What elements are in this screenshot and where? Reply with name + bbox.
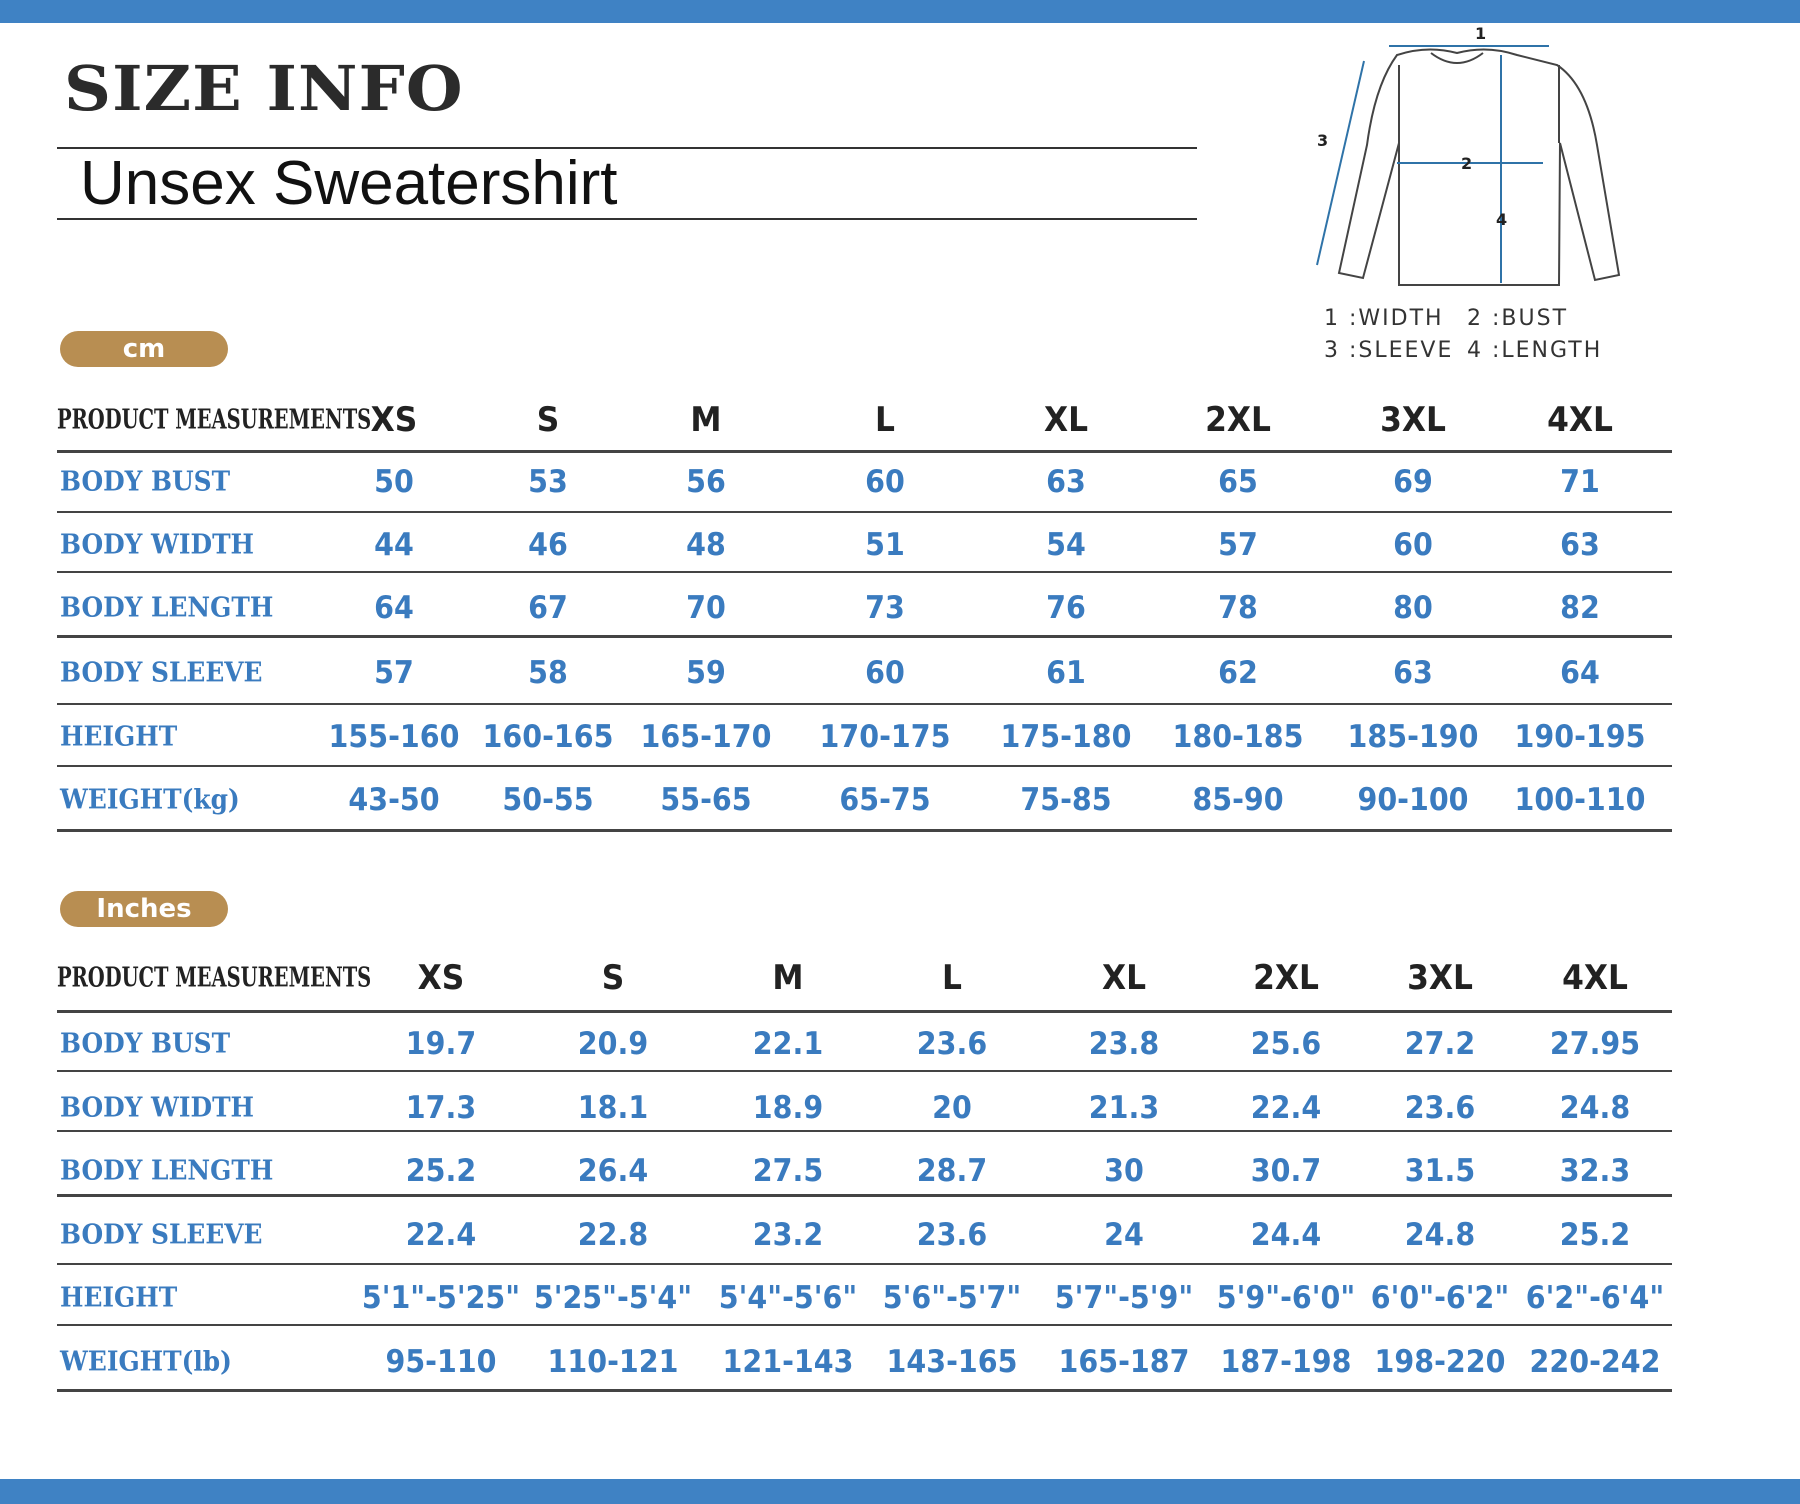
- table-cell: 27.2: [1404, 1026, 1476, 1062]
- table-cell: 95-110: [385, 1344, 497, 1380]
- table-cell: 63: [1560, 527, 1600, 563]
- table-cell: 22.1: [752, 1026, 824, 1062]
- table-cell: 30.7: [1250, 1153, 1322, 1189]
- table-cell: 20.9: [577, 1026, 649, 1062]
- divider: [57, 218, 1197, 220]
- table-cell: 50: [374, 464, 414, 500]
- table-cell: 46: [528, 527, 568, 563]
- table-cell: 58: [528, 655, 568, 691]
- table-cell: 69: [1393, 464, 1433, 500]
- table-cell: 90-100: [1357, 782, 1469, 818]
- table-cell: 65-75: [839, 782, 931, 818]
- row-divider: [57, 1194, 1672, 1197]
- table-cell: 24.8: [1404, 1217, 1476, 1253]
- table-cell: 175-180: [1000, 719, 1132, 755]
- size-header: L: [875, 400, 895, 440]
- table-cell: 50-55: [502, 782, 594, 818]
- table-cell: 25.2: [1559, 1217, 1631, 1253]
- table-cell: 24.8: [1559, 1090, 1631, 1126]
- table-cell: 160-165: [482, 719, 614, 755]
- table-cell: 6'0"-6'2": [1370, 1280, 1510, 1316]
- table-cell: 85-90: [1192, 782, 1284, 818]
- table-cell: 18.1: [577, 1090, 649, 1126]
- table-cell: 143-165: [886, 1344, 1018, 1380]
- size-header: 2XL: [1253, 958, 1319, 998]
- table-cell: 73: [865, 590, 905, 626]
- size-header: S: [601, 958, 625, 998]
- page-title: SIZE INFO: [64, 52, 464, 125]
- table-cell: 76: [1046, 590, 1086, 626]
- size-header: M: [772, 958, 804, 998]
- table-cell: 165-170: [640, 719, 772, 755]
- table-cell: 51: [865, 527, 905, 563]
- table-cell: 67: [528, 590, 568, 626]
- marker-1: 1: [1475, 25, 1487, 43]
- table-cell: 57: [374, 655, 414, 691]
- row-divider: [57, 1263, 1672, 1265]
- table-cell: 187-198: [1220, 1344, 1352, 1380]
- row-divider: [57, 635, 1672, 638]
- table-cell: 190-195: [1514, 719, 1646, 755]
- table-cell: 27.5: [752, 1153, 824, 1189]
- table-cell: 165-187: [1058, 1344, 1190, 1380]
- table-cell: 43-50: [348, 782, 440, 818]
- table-cell: 57: [1218, 527, 1258, 563]
- legend-width: 1 :WIDTH: [1324, 306, 1444, 331]
- shirt-outline: [1339, 49, 1619, 285]
- table-cell: 70: [686, 590, 726, 626]
- table-cell: 23.2: [752, 1217, 824, 1253]
- size-header: L: [942, 958, 962, 998]
- table-cell: 60: [865, 655, 905, 691]
- table-cell: 53: [528, 464, 568, 500]
- top-banner: [0, 0, 1800, 23]
- table-cell: 71: [1560, 464, 1600, 500]
- size-header: XL: [1043, 400, 1089, 440]
- product-name: Unsex Sweatershirt: [80, 149, 618, 218]
- table-cell: 59: [686, 655, 726, 691]
- row-label: HEIGHT: [60, 1282, 178, 1314]
- table-cell: 25.6: [1250, 1026, 1322, 1062]
- table-cell: 48: [686, 527, 726, 563]
- row-label: BODY WIDTH: [60, 1092, 255, 1124]
- table-cell: 18.9: [752, 1090, 824, 1126]
- table-cell: 63: [1046, 464, 1086, 500]
- table-cell: 19.7: [405, 1026, 477, 1062]
- legend-bust: 2 :BUST: [1467, 306, 1569, 331]
- row-label: BODY LENGTH: [60, 592, 274, 624]
- row-divider: [57, 1130, 1672, 1132]
- size-header: 3XL: [1407, 958, 1473, 998]
- table-cell: 23.8: [1088, 1026, 1160, 1062]
- size-header: S: [536, 400, 560, 440]
- table-cell: 44: [374, 527, 414, 563]
- row-divider: [57, 1324, 1672, 1326]
- table-cell: 100-110: [1514, 782, 1646, 818]
- table-cell: 23.6: [916, 1026, 988, 1062]
- size-header: 3XL: [1380, 400, 1446, 440]
- header-label: PRODUCT MEASUREMENTS: [57, 962, 372, 994]
- sleeve-arrow: [1317, 61, 1364, 265]
- table-cell: 82: [1560, 590, 1600, 626]
- table-cell: 21.3: [1088, 1090, 1160, 1126]
- table-cell: 170-175: [819, 719, 951, 755]
- table-cell: 61: [1046, 655, 1086, 691]
- row-divider: [57, 1010, 1672, 1013]
- row-label: HEIGHT: [60, 721, 178, 753]
- row-divider: [57, 511, 1672, 513]
- legend-sleeve: 3 :SLEEVE: [1324, 338, 1454, 363]
- row-label: WEIGHT(kg): [60, 784, 240, 816]
- table-cell: 62: [1218, 655, 1258, 691]
- table-cell: 5'25"-5'4": [533, 1280, 693, 1316]
- row-divider: [57, 450, 1672, 453]
- row-divider: [57, 703, 1672, 705]
- header-label: PRODUCT MEASUREMENTS: [57, 404, 372, 436]
- table-cell: 24.4: [1250, 1217, 1322, 1253]
- bottom-banner: [0, 1479, 1800, 1504]
- table-cell: 5'4"-5'6": [718, 1280, 858, 1316]
- table-cell: 80: [1393, 590, 1433, 626]
- size-header: 4XL: [1547, 400, 1613, 440]
- table-cell: 6'2"-6'4": [1525, 1280, 1665, 1316]
- sweatshirt-diagram: [1297, 25, 1627, 295]
- table-cell: 25.2: [405, 1153, 477, 1189]
- table-cell: 65: [1218, 464, 1258, 500]
- size-header: 4XL: [1562, 958, 1628, 998]
- size-header: XS: [370, 400, 418, 440]
- table-cell: 23.6: [916, 1217, 988, 1253]
- table-cell: 22.8: [577, 1217, 649, 1253]
- table-cell: 55-65: [660, 782, 752, 818]
- table-cell: 54: [1046, 527, 1086, 563]
- row-label: BODY SLEEVE: [60, 657, 263, 689]
- size-header: XL: [1101, 958, 1147, 998]
- table-cell: 110-121: [547, 1344, 679, 1380]
- table-cell: 28.7: [916, 1153, 988, 1189]
- row-divider: [57, 1389, 1672, 1392]
- table-cell: 27.95: [1549, 1026, 1641, 1062]
- marker-3: 3: [1317, 131, 1329, 150]
- row-divider: [57, 829, 1672, 832]
- table-cell: 198-220: [1374, 1344, 1506, 1380]
- table-cell: 180-185: [1172, 719, 1304, 755]
- size-header: 2XL: [1205, 400, 1271, 440]
- row-label: BODY WIDTH: [60, 529, 255, 561]
- table-cell: 155-160: [328, 719, 460, 755]
- marker-2: 2: [1461, 154, 1473, 173]
- table-cell: 185-190: [1347, 719, 1479, 755]
- row-divider: [57, 1070, 1672, 1072]
- table-cell: 63: [1393, 655, 1433, 691]
- table-cell: 220-242: [1529, 1344, 1661, 1380]
- size-header: XS: [417, 958, 465, 998]
- table-cell: 60: [865, 464, 905, 500]
- row-label: BODY BUST: [60, 466, 231, 498]
- table-cell: 20: [932, 1090, 972, 1126]
- unit-badge: cm: [60, 331, 228, 367]
- table-cell: 60: [1393, 527, 1433, 563]
- table-cell: 32.3: [1559, 1153, 1631, 1189]
- table-cell: 5'6"-5'7": [882, 1280, 1022, 1316]
- table-cell: 22.4: [1250, 1090, 1322, 1126]
- table-cell: 24: [1104, 1217, 1144, 1253]
- table-cell: 64: [1560, 655, 1600, 691]
- table-cell: 75-85: [1020, 782, 1112, 818]
- legend-length: 4 :LENGTH: [1467, 338, 1603, 363]
- table-cell: 121-143: [722, 1344, 854, 1380]
- table-cell: 17.3: [405, 1090, 477, 1126]
- table-cell: 5'7"-5'9": [1054, 1280, 1194, 1316]
- table-cell: 78: [1218, 590, 1258, 626]
- table-cell: 64: [374, 590, 414, 626]
- row-divider: [57, 571, 1672, 573]
- table-cell: 5'9"-6'0": [1216, 1280, 1356, 1316]
- size-header: M: [690, 400, 722, 440]
- row-divider: [57, 765, 1672, 767]
- table-cell: 30: [1104, 1153, 1144, 1189]
- row-label: BODY SLEEVE: [60, 1219, 263, 1251]
- row-label: BODY LENGTH: [60, 1155, 274, 1187]
- table-cell: 22.4: [405, 1217, 477, 1253]
- table-cell: 56: [686, 464, 726, 500]
- unit-badge: Inches: [60, 891, 228, 927]
- table-cell: 5'1"-5'25": [361, 1280, 521, 1316]
- table-cell: 23.6: [1404, 1090, 1476, 1126]
- row-label: WEIGHT(lb): [60, 1346, 232, 1378]
- row-label: BODY BUST: [60, 1028, 231, 1060]
- table-cell: 31.5: [1404, 1153, 1476, 1189]
- table-cell: 26.4: [577, 1153, 649, 1189]
- marker-4: 4: [1496, 210, 1508, 229]
